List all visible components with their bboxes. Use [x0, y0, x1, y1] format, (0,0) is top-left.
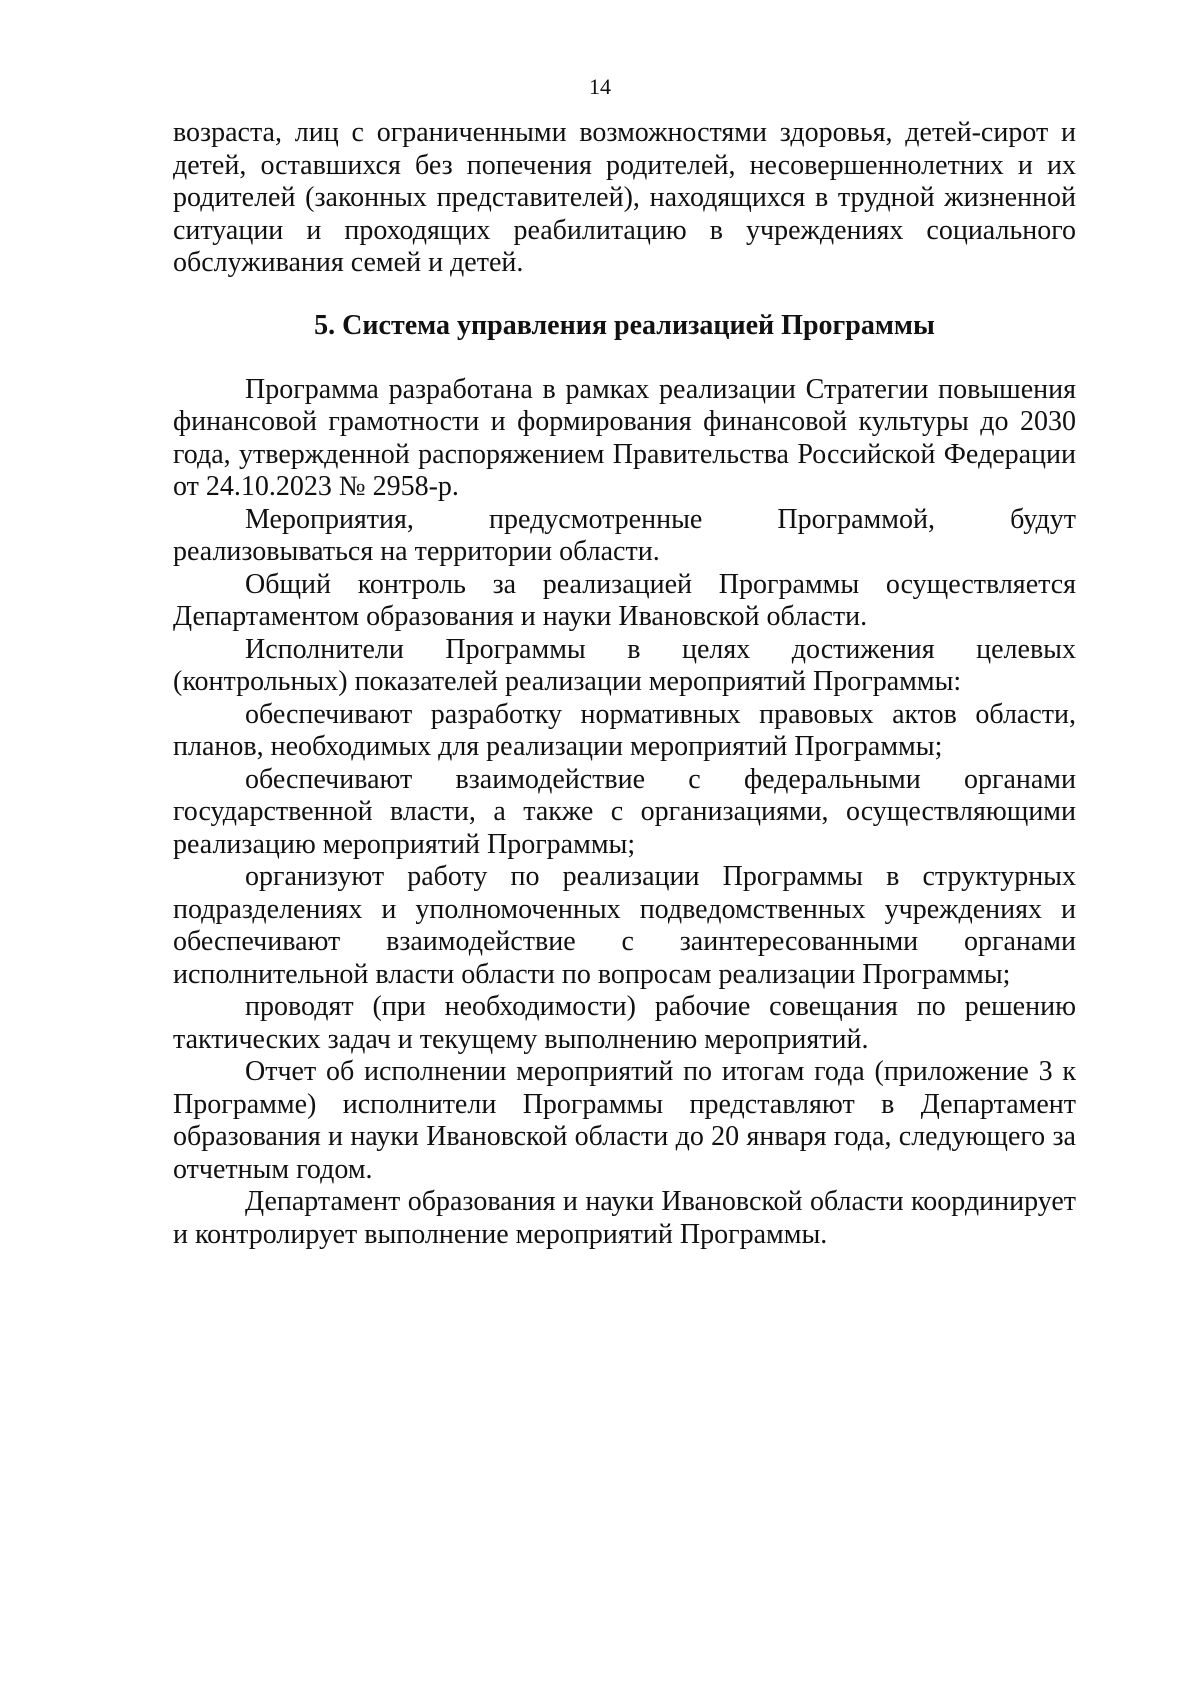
paragraph-control: Общий контроль за реализацией Программы осуществляется Департаментом образования и науки Ивановской области. — [173, 568, 1076, 632]
paragraph-report: Отчет об исполнении мероприятий по итогам года (приложение 3 к Программе) исполнители Программы представляют в Департамент образования и науки Ивановской области до 20 января года, следующего за отчетным годом. — [173, 1056, 1076, 1185]
section-heading: 5. Система управления реализацией Программы — [314, 309, 935, 341]
paragraph-executors: Исполнители Программы в целях достижения целевых (контрольных) показателей реализации мероприятий Программы: — [173, 633, 1076, 697]
paragraph-legal-acts: обеспечивают разработку нормативных правовых актов области, планов, необходимых для реализации мероприятий Программы; — [173, 698, 1076, 762]
document-body — [173, 117, 1076, 1251]
page-number: 14 — [589, 74, 611, 99]
paragraph-strategy: Программа разработана в рамках реализации Стратегии повышения финансовой грамотности и формирования финансовой культуры до 2030 года, утвержденной распоряжением Правительства Российской Федерации от 24.10.2023 № 2958-р. — [173, 373, 1076, 502]
paragraph-coordination: Департамент образования и науки Ивановской области координирует и контролирует выполнение мероприятий Программы. — [173, 1186, 1076, 1250]
paragraph-meetings: проводят (при необходимости) рабочие совещания по решению тактических задач и текущему выполнению мероприятий. — [173, 991, 1076, 1055]
paragraph-federal-interaction: обеспечивают взаимодействие с федеральными органами государственной власти, а также с организациями, осуществляющими реализацию мероприятий Программы; — [173, 763, 1076, 860]
intro-paragraph: возраста, лиц с ограниченными возможностями здоровья, детей-сирот и детей, оставшихся без попечения родителей, несовершеннолетних и их родителей (законных представителей), находящихся в трудной жизненной ситуации и проходящих реабилитацию в учреждениях социального обслуживания семей и детей. — [173, 117, 1076, 278]
paragraph-territory: Мероприятия, предусмотренные Программой, будут реализовываться на территории области. — [173, 503, 1076, 567]
paragraph-organize-work: организуют работу по реализации Программы в структурных подразделениях и уполномоченных подведомственных учреждениях и обеспечивают взаимодействие с заинтересованными органами исполнительной власти области по вопросам реализации Программы; — [173, 861, 1076, 990]
